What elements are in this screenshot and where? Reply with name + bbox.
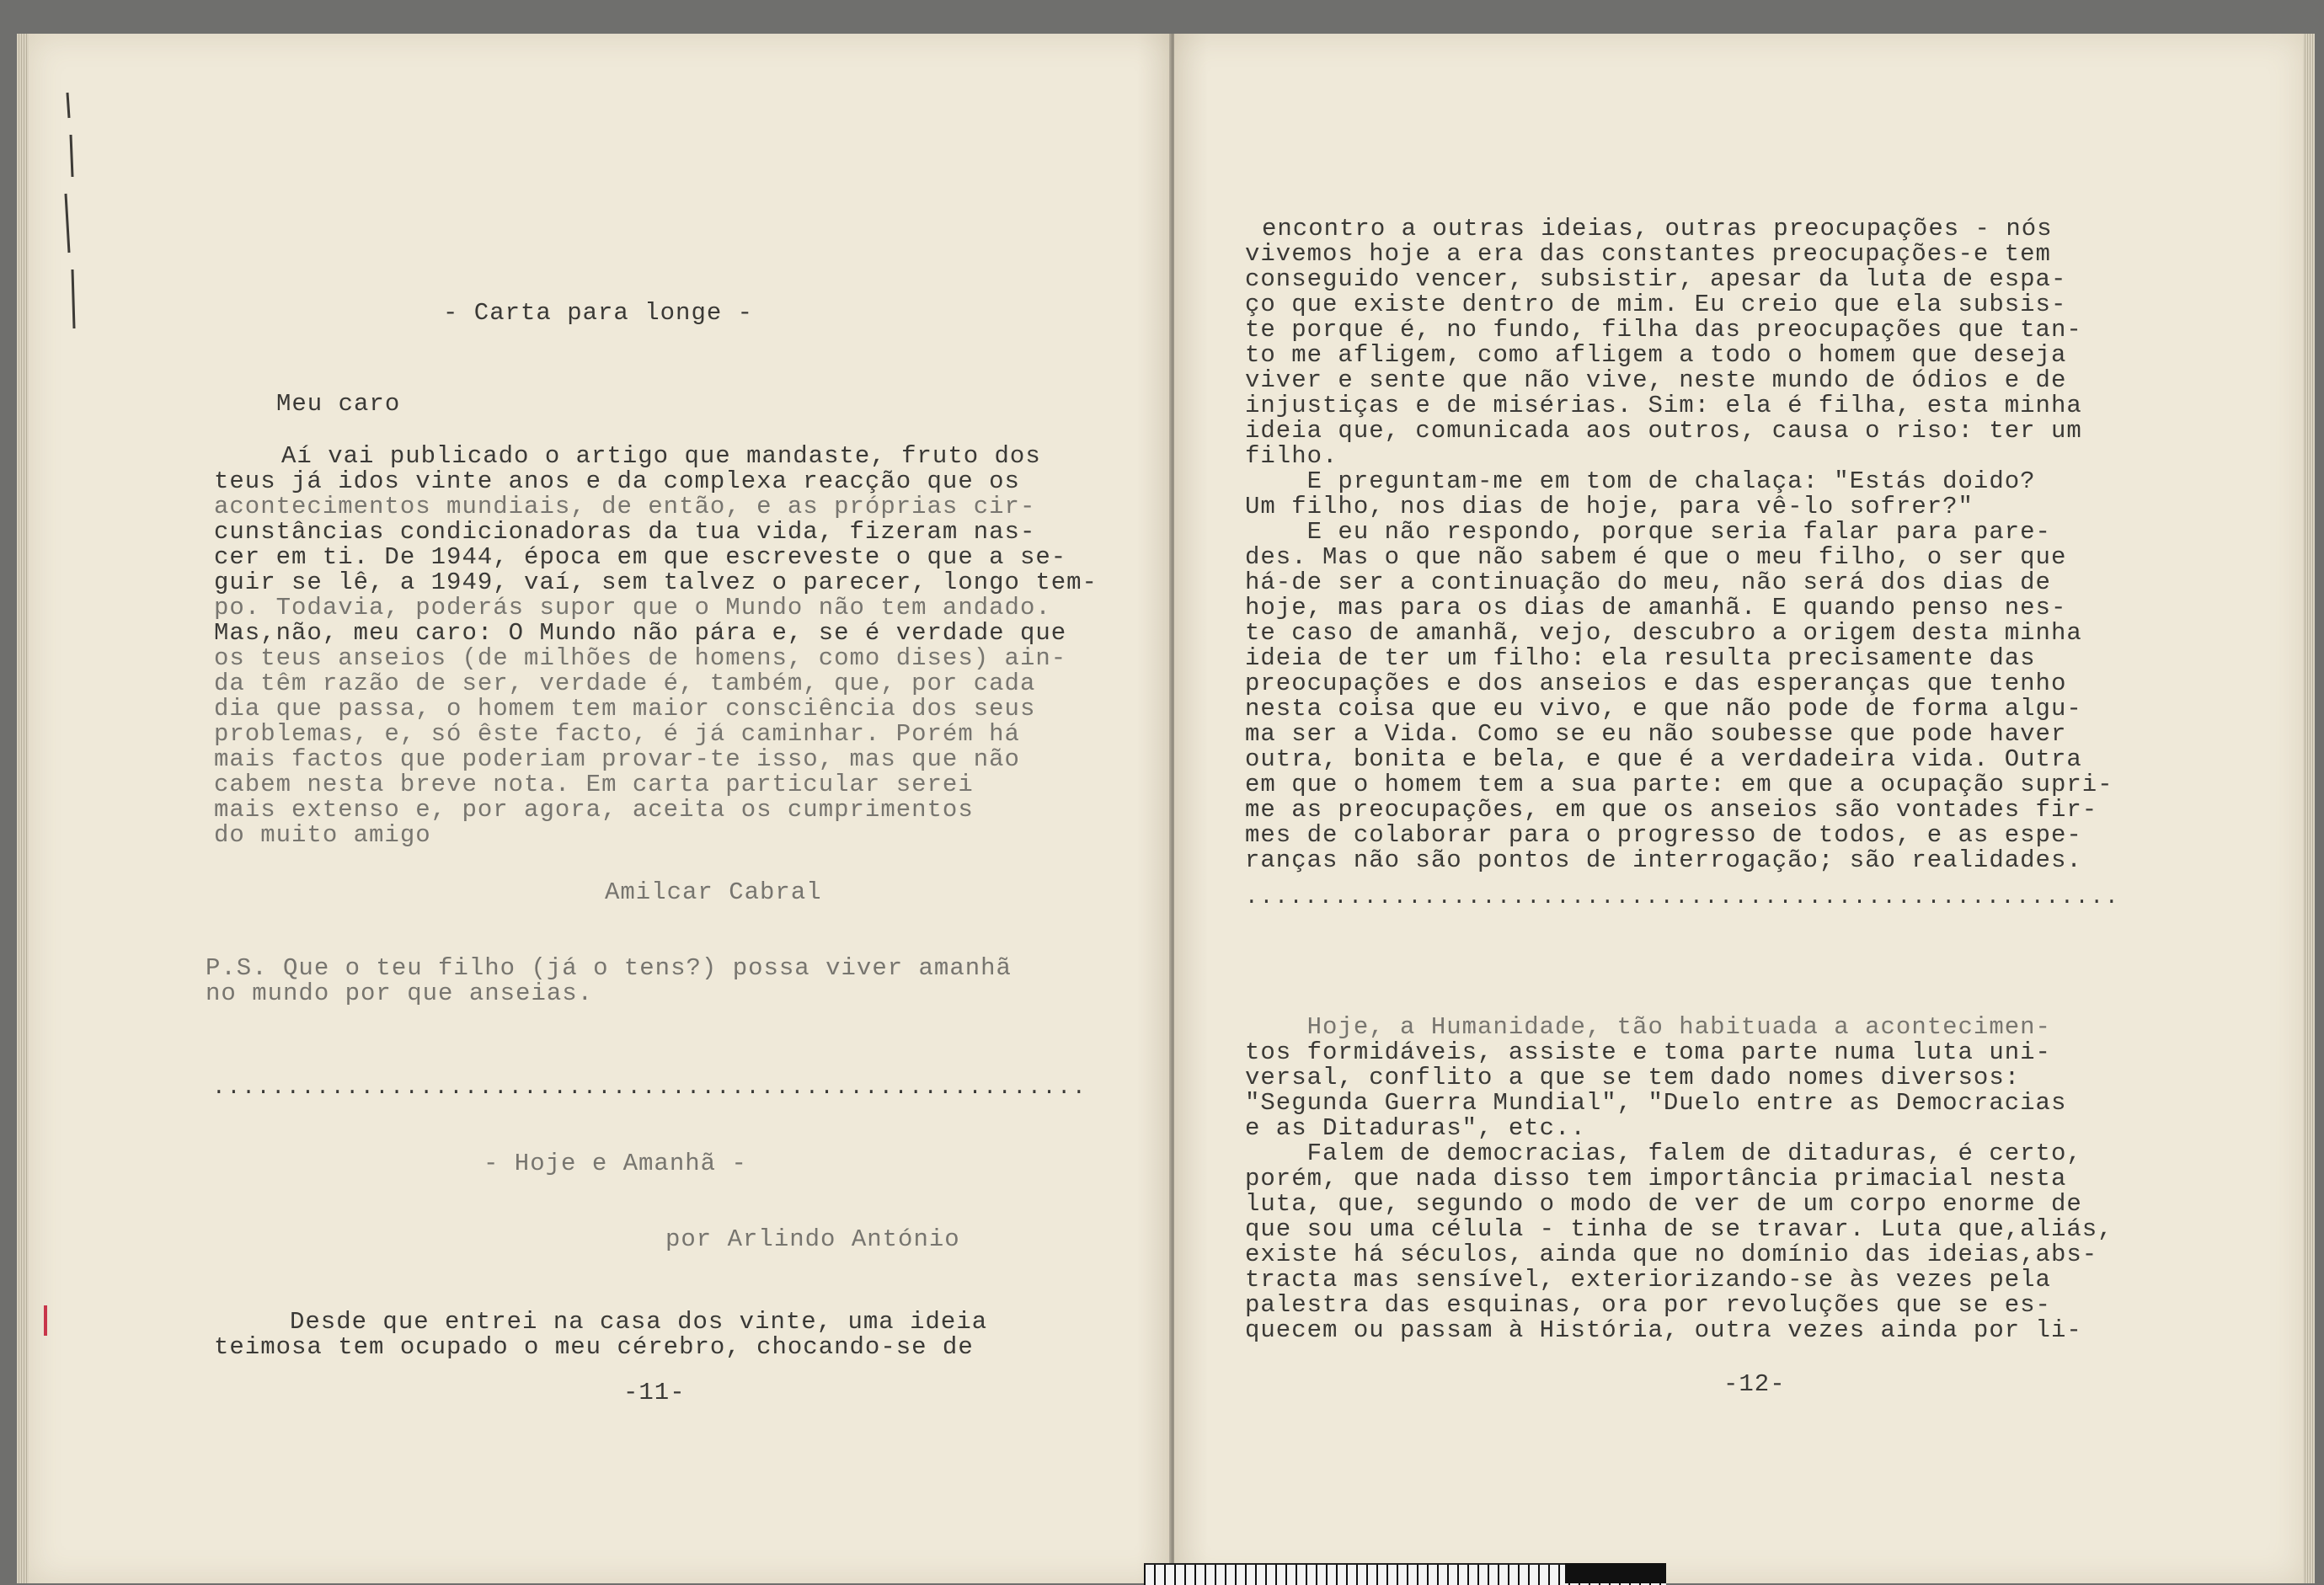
postscript-line: no mundo por que anseias. <box>206 979 594 1007</box>
body-line: me as preocupações, em que os anseios são vontades fir- <box>1245 796 2098 824</box>
body-line: que sou uma célula - tinha de se travar. Luta que,aliás, <box>1245 1215 2113 1243</box>
page-number: -12- <box>1723 1370 1786 1398</box>
red-page-marker <box>44 1305 47 1336</box>
margin-pencil-marks <box>61 84 94 354</box>
body-line: há-de ser a continuação do meu, não será dos dias de <box>1245 568 2051 596</box>
article-line: teimosa tem ocupado o meu cérebro, chocando-se de <box>214 1333 974 1361</box>
letter-line: mais extenso e, por agora, aceita os cumprimentos <box>214 796 974 824</box>
letter-line: acontecimentos mundiais, de então, e as próprias cir- <box>214 493 1036 520</box>
body-line: ço que existe dentro de mim. Eu creio que ela subsis- <box>1245 291 2067 318</box>
section-divider: ........................................................... <box>1245 884 2120 910</box>
letter-line: os teus anseios (de milhões de homens, como dises) ain- <box>214 644 1067 672</box>
letter-line: problemas, e, só êste facto, é já caminhar. Porém há <box>214 720 1020 748</box>
body-line: to me afligem, como afligem a todo o homem que deseja <box>1245 341 2067 369</box>
body-line: tracta mas sensível, exteriorizando-se às vezes pela <box>1245 1266 2051 1294</box>
letter-line: cer em ti. De 1944, época em que escreveste o que a se- <box>214 543 1067 571</box>
body-line: te porque é, no fundo, filha das preocupações que tan- <box>1245 316 2082 344</box>
body-line: nesta coisa que eu vivo, e que não pode de forma algu- <box>1245 695 2082 723</box>
body-line: palestra das esquinas, ora por revoluções que se es- <box>1245 1291 2051 1319</box>
body-line: filho. <box>1245 442 1338 470</box>
body-line: e as Ditaduras", etc.. <box>1245 1114 1586 1142</box>
section-divider: ........................................................... <box>212 1075 1087 1100</box>
body-line: outra, bonita e bela, e que é a verdadeira vida. Outra <box>1245 745 2082 773</box>
letter-greeting: Meu caro <box>276 390 401 418</box>
body-line: "Segunda Guerra Mundial", "Duelo entre as Democracias <box>1245 1089 2067 1117</box>
page-number: -11- <box>623 1379 686 1406</box>
letter-line: mais factos que poderiam provar-te isso, mas que não <box>214 745 1020 773</box>
left-page <box>29 34 1171 1583</box>
body-line: quecem ou passam à História, outra vezes ainda por li- <box>1245 1316 2082 1344</box>
body-line: conseguido vencer, subsistir, apesar da luta de espa- <box>1245 265 2067 293</box>
body-line: E preguntam-me em tom de chalaça: "Estás doido? <box>1245 467 2036 495</box>
body-line: E eu não respondo, porque seria falar para pare- <box>1245 518 2051 546</box>
body-line: vivemos hoje a era das constantes preocupações-e tem <box>1245 240 2051 268</box>
scale-ruler-block <box>1565 1563 1666 1583</box>
article-title: - Hoje e Amanhã - <box>483 1150 747 1177</box>
letter-line: dia que passa, o homem tem maior consciência dos seus <box>214 695 1036 723</box>
letter-line: da têm razão de ser, verdade é, também, que, por cada <box>214 670 1036 697</box>
body-line: em que o homem tem a sua parte: em que a ocupação supri- <box>1245 771 2113 798</box>
body-line: tos formidáveis, assiste e toma parte numa luta uni- <box>1245 1038 2051 1066</box>
body-line: ideia de ter um filho: ela resulta precisamente das <box>1245 644 2036 672</box>
body-line: te caso de amanhã, vejo, descubro a origem desta minha <box>1245 619 2082 647</box>
postscript-line: P.S. Que o teu filho (já o tens?) possa viver amanhã <box>206 954 1012 982</box>
body-line: ideia que, comunicada aos outros, causa o riso: ter um <box>1245 417 2082 445</box>
body-line: hoje, mas para os dias de amanhã. E quando penso nes- <box>1245 594 2067 622</box>
article-line: Desde que entrei na casa dos vinte, uma ideia <box>290 1308 988 1336</box>
letter-line: cunstâncias condicionadoras da tua vida, fizeram nas- <box>214 518 1036 546</box>
letter-title: - Carta para longe - <box>443 299 754 327</box>
letter-line: teus já idos vinte anos e da complexa reacção que os <box>214 467 1020 495</box>
body-line: Falem de democracias, falem de ditaduras, é certo, <box>1245 1139 2082 1167</box>
body-line: mes de colaborar para o progresso de todos, e as espe- <box>1245 821 2082 849</box>
body-line: existe há séculos, ainda que no domínio das ideias,abs- <box>1245 1241 2098 1268</box>
right-page <box>1174 34 2303 1583</box>
letter-line: guir se lê, a 1949, vaí, sem talvez o parecer, longo tem- <box>214 568 1098 596</box>
body-line: Um filho, nos dias de hoje, para vê-lo sofrer?" <box>1245 493 1974 520</box>
body-line: versal, conflito a que se tem dado nomes diversos: <box>1245 1064 2021 1091</box>
letter-line: Mas,não, meu caro: O Mundo não pára e, se é verdade que <box>214 619 1067 647</box>
body-line: preocupações e dos anseios e das esperanças que tenho <box>1245 670 2067 697</box>
body-line: porém, que nada disso tem importância primacial nesta <box>1245 1165 2067 1193</box>
letter-line: do muito amigo <box>214 821 431 849</box>
body-line: luta, que, segundo o modo de ver de um corpo enorme de <box>1245 1190 2082 1218</box>
page-edges-left <box>17 34 29 1583</box>
letter-line: Aí vai publicado o artigo que mandaste, fruto dos <box>281 442 1041 470</box>
letter-signature: Amilcar Cabral <box>605 878 822 906</box>
body-line: Hoje, a Humanidade, tão habituada a acontecimen- <box>1245 1013 2051 1041</box>
body-line: ma ser a Vida. Como se eu não soubesse que pode haver <box>1245 720 2067 748</box>
body-line: encontro a outras ideias, outras preocupações - nós <box>1262 215 2053 243</box>
letter-line: cabem nesta breve nota. Em carta particular serei <box>214 771 974 798</box>
body-line: injustiças e de misérias. Sim: ela é filha, esta minha <box>1245 392 2082 419</box>
body-line: viver e sente que não vive, neste mundo de ódios e de <box>1245 366 2067 394</box>
article-byline: por Arlindo António <box>665 1225 960 1253</box>
page-edges-right <box>2303 34 2315 1583</box>
letter-line: po. Todavia, poderás supor que o Mundo não tem andado. <box>214 594 1051 622</box>
body-line: des. Mas o que não sabem é que o meu filho, o ser que <box>1245 543 2067 571</box>
body-line: ranças não são pontos de interrogação; são realidades. <box>1245 846 2082 874</box>
